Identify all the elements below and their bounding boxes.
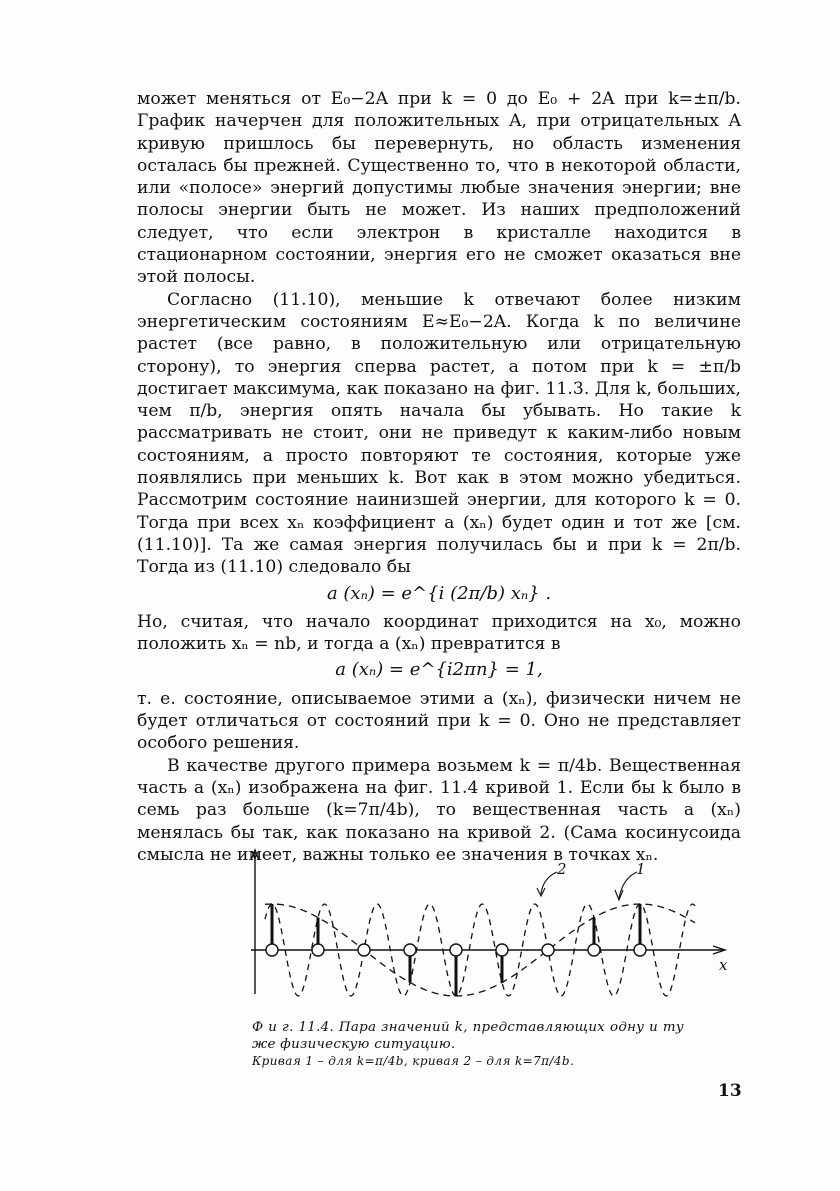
lattice-point-4	[450, 944, 462, 956]
lattice-point-6	[542, 944, 554, 956]
figure-plot	[245, 844, 745, 1014]
lattice-point-3	[404, 944, 416, 956]
figure-points	[266, 904, 646, 996]
figure-axes	[251, 850, 725, 994]
paragraph-5: В качестве другого примера возьмем k = π/4b. Вещественная часть a (xₙ) изображена на фиг. 11.4 кривой 1. Если бы k было в семь раз больше (k=7π/4b), то вещественная часть a (xₙ) менялась бы так, как показано на кривой 2. (Сама косинусоида смысла не имеет, важны только ее значения в точках xₙ.	[137, 755, 741, 865]
lattice-point-2	[358, 944, 370, 956]
label-x-axis: x	[719, 956, 728, 974]
paragraph-1: может меняться от E₀−2A при k = 0 до E₀ + 2A при k=±π/b. График начерчен для положительных A, при отрицательных A кривую пришлось бы перевернуть, но область изменения осталась бы прежней. Существенно то, что в некоторой области, или «полосе» энергий допустимы любые значения энергии; вне полосы энергии быть не может. Из наших предположений следует, что если электрон в кристалле находится в стационарном состоянии, энергия его не сможет оказаться вне этой полосы.	[137, 89, 741, 288]
lattice-point-1	[312, 944, 324, 956]
figure-caption: Ф и г. 11.4. Пара значений k, представляющих одну и ту же физическую ситуацию.	[252, 1020, 684, 1052]
lattice-point-5	[496, 944, 508, 956]
figure-caption-sub: Кривая 1 – для k=π/4b, кривая 2 – для k=7π/4b.	[252, 1054, 575, 1068]
lattice-point-8	[634, 944, 646, 956]
lattice-point-0	[266, 944, 278, 956]
paragraph-4: т. е. состояние, описываемое этими a (xₙ), физически ничем не будет отличаться от состояний при k = 0. Оно не представляет особого решения.	[137, 688, 741, 754]
figure-labels	[537, 860, 728, 974]
page-number: 13	[718, 1081, 742, 1101]
equation-1: a (xₙ) = e^{i (2π/b) xₙ} .	[326, 582, 552, 604]
label-curve-1: 1	[636, 860, 646, 878]
figure-11-4	[245, 844, 745, 1014]
equation-2: a (xₙ) = e^{i2πn} = 1,	[335, 659, 543, 681]
paragraph-3: Но, считая, что начало координат приходится на x₀, можно положить xₙ = nb, и тогда a (xₙ) превратится в	[137, 611, 741, 655]
page-body	[137, 88, 741, 866]
paragraph-2: Согласно (11.10), меньшие k отвечают более низким энергетическим состояниям E≈E₀−2A. Когда k по величине растет (все равно, в положительную или отрицательную сторону), то энергия сперва растет, а потом при k = ±π/b достигает максимума, как показано на фиг. 11.3. Для k, больших, чем π/b, энергия опять начала бы убывать. Но такие k рассматривать не стоит, они не приведут к каким-либо новым состояниям, а просто повторяют те состояния, которые уже появлялись при меньших k. Вот как в этом можно убедиться. Рассмотрим состояние наинизшей энергии, для которого k = 0. Тогда при всех xₙ коэффициент a (xₙ) будет один и тот же [см. (11.10)]. Та же самая энергия получилась бы и при k = 2π/b. Тогда из (11.10) следовало бы	[137, 289, 741, 578]
leader-curve-1-arrow	[615, 890, 623, 900]
label-curve-2: 2	[557, 860, 567, 878]
lattice-point-7	[588, 944, 600, 956]
